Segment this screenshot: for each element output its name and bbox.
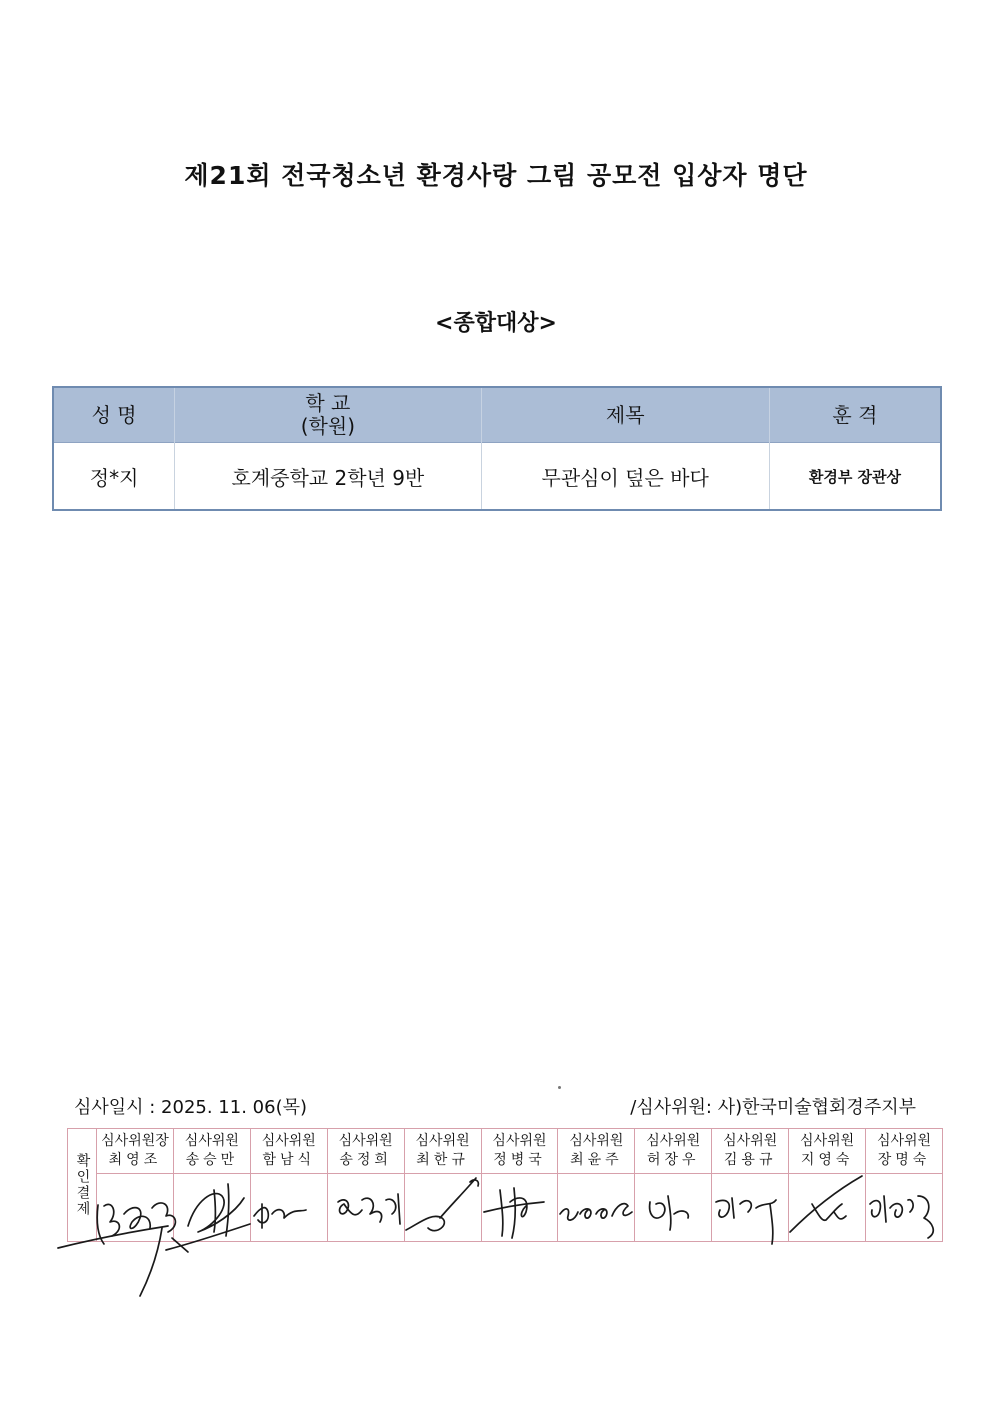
table-row bbox=[53, 443, 941, 511]
judge-cell bbox=[866, 1129, 943, 1174]
winner-work-title: 무관심이 덮은 바다 bbox=[481, 443, 769, 511]
judge-role: 심사위원 bbox=[569, 1133, 624, 1149]
judge-name: 허장우 bbox=[647, 1152, 700, 1168]
winners-table bbox=[52, 386, 942, 511]
judge-name: 김용규 bbox=[723, 1152, 777, 1168]
review-committee: /심사위원: 사)한국미술협회경주지부 bbox=[630, 1097, 916, 1118]
judge-role: 심사위원 bbox=[646, 1133, 701, 1149]
header-school-line2: (학원) bbox=[300, 414, 355, 438]
judge-cell bbox=[558, 1129, 635, 1174]
signature-cell bbox=[866, 1174, 943, 1242]
header-work-title: 제목 bbox=[481, 387, 769, 443]
judge-cell bbox=[635, 1129, 712, 1174]
judge-cell bbox=[173, 1129, 250, 1174]
winner-school: 호계중학교 2학년 9반 bbox=[175, 443, 481, 511]
header-school bbox=[175, 387, 481, 443]
signature-cell bbox=[250, 1174, 327, 1242]
judge-role: 심사위원장 bbox=[101, 1133, 169, 1149]
judge-role: 심사위원 bbox=[184, 1133, 239, 1149]
judge-role: 심사위원 bbox=[261, 1133, 316, 1149]
judge-role: 심사위원 bbox=[492, 1133, 547, 1149]
signature-cell bbox=[712, 1174, 789, 1242]
signature-cell bbox=[173, 1174, 250, 1242]
header-name: 성 명 bbox=[53, 387, 175, 443]
judge-name: 최영조 bbox=[108, 1152, 162, 1168]
judges-signature-row bbox=[68, 1174, 943, 1242]
judge-name: 최한규 bbox=[416, 1152, 469, 1168]
judge-cell bbox=[404, 1129, 481, 1174]
judge-role: 심사위원 bbox=[876, 1133, 932, 1149]
judge-cell bbox=[250, 1129, 327, 1174]
judge-cell bbox=[789, 1129, 866, 1174]
judge-role: 심사위원 bbox=[723, 1133, 778, 1149]
signature-cell bbox=[481, 1174, 558, 1242]
judge-name: 함남식 bbox=[262, 1152, 316, 1168]
judge-name: 최윤주 bbox=[570, 1152, 623, 1168]
document-title: 제21회 전국청소년 환경사랑 그림 공모전 입상자 명단 bbox=[184, 161, 808, 190]
signature-cell bbox=[635, 1174, 712, 1242]
winners-header-row bbox=[53, 387, 941, 443]
judge-role: 심사위원 bbox=[800, 1133, 855, 1149]
judges-signature-table bbox=[67, 1128, 943, 1242]
confirmation-label: 확인결제 bbox=[68, 1129, 97, 1242]
judge-cell bbox=[712, 1129, 789, 1174]
scan-speck bbox=[558, 1086, 561, 1089]
header-school-line1: 학 교 bbox=[305, 391, 351, 415]
judge-name: 지영숙 bbox=[800, 1152, 854, 1168]
header-award: 훈 격 bbox=[769, 387, 941, 443]
judge-cell bbox=[327, 1129, 404, 1174]
judge-name: 송승만 bbox=[185, 1152, 239, 1168]
signature-cell bbox=[97, 1174, 174, 1242]
judge-role: 심사위원 bbox=[338, 1133, 393, 1149]
winner-name: 정*지 bbox=[53, 443, 175, 511]
signature-cell bbox=[404, 1174, 481, 1242]
judge-name: 장명숙 bbox=[877, 1152, 931, 1168]
judges-header-row bbox=[68, 1129, 943, 1174]
judge-role: 심사위원 bbox=[415, 1133, 470, 1149]
review-date: 심사일시 : 2025. 11. 06(목) bbox=[74, 1097, 307, 1118]
judge-cell bbox=[481, 1129, 558, 1174]
signature-cell bbox=[327, 1174, 404, 1242]
judge-cell bbox=[97, 1129, 174, 1174]
judge-name: 정병국 bbox=[493, 1152, 546, 1168]
judge-name: 송정희 bbox=[339, 1152, 392, 1168]
signature-cell bbox=[558, 1174, 635, 1242]
winner-award: 환경부 장관상 bbox=[769, 443, 941, 511]
section-heading: <종합대상> bbox=[435, 311, 557, 336]
signature-cell bbox=[789, 1174, 866, 1242]
